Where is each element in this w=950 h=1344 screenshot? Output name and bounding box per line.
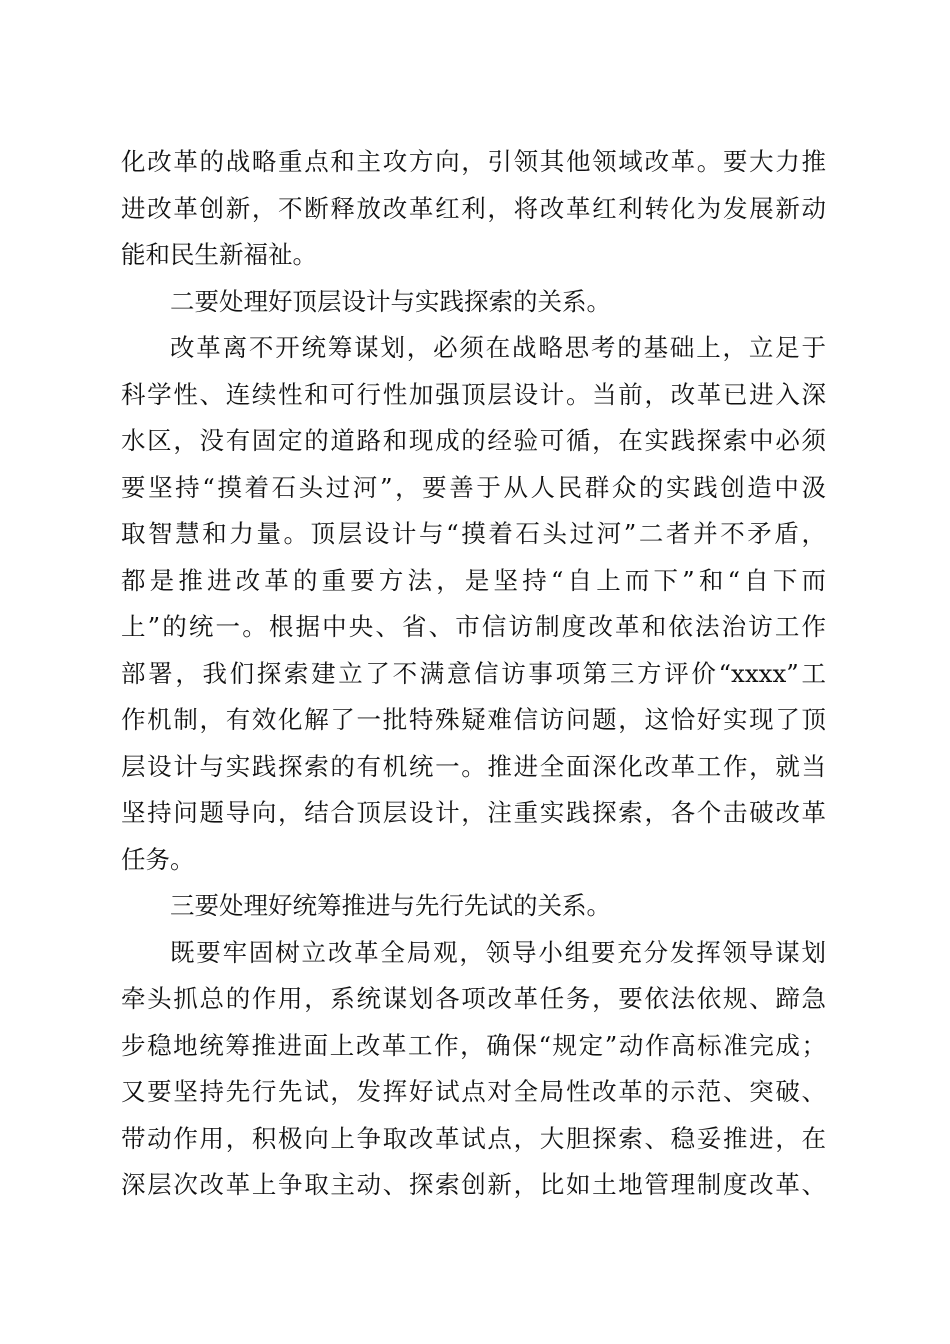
- text-line: 任务。: [121, 844, 195, 874]
- text-line: 水区，没有固定的道路和现成的经验可循，在实践探索中必须: [121, 426, 826, 455]
- text-line: 化改革的战略重点和主攻方向，引领其他领域改革。要大力推: [121, 147, 826, 176]
- text-line: 带动作用，积极向上争取改革试点，大胆探索、稳妥推进，在: [121, 1123, 826, 1153]
- document-body: [121, 139, 826, 1209]
- text-line: 能和民生新福祉。: [121, 240, 317, 269]
- text-line: 上”的统一。根据中央、省、市信访制度改革和依法治访工作: [121, 612, 826, 641]
- text-line: 步稳地统筹推进面上改革工作，确保“规定”动作高标准完成；: [121, 1030, 826, 1060]
- text-line: 层设计与实践探索的有机统一。推进全面深化改革工作，就当: [121, 751, 826, 781]
- section-heading-2: [121, 279, 826, 326]
- heading-line: 二要处理好顶层设计与实践探索的关系。: [170, 286, 611, 316]
- text-line: 部署，我们探索建立了不满意信访事项第三方评价“xxxx”工: [121, 658, 826, 688]
- text-line: 改革离不开统筹谋划，必须在战略思考的基础上，立足于: [170, 333, 826, 362]
- text-line: 又要坚持先行先试，发挥好试点对全局性改革的示范、突破、: [121, 1077, 826, 1106]
- text-line: 进改革创新，不断释放改革红利，将改革红利转化为发展新动: [121, 193, 826, 223]
- paragraph-1: [121, 139, 826, 279]
- text-line: 取智慧和力量。顶层设计与“摸着石头过河”二者并不矛盾，: [121, 519, 826, 548]
- text-line: 牵头抓总的作用，系统谋划各项改革任务，要依法依规、蹄急: [121, 984, 826, 1013]
- paragraph-3: [121, 930, 826, 1209]
- text-line: 要坚持“摸着石头过河”，要善于从人民群众的实践创造中汲: [121, 472, 826, 502]
- heading-line: 三要处理好统筹推进与先行先试的关系。: [170, 891, 611, 920]
- text-line: 科学性、连续性和可行性加强顶层设计。当前，改革已进入深: [121, 379, 826, 409]
- text-line: 坚持问题导向，结合顶层设计，注重实践探索，各个击破改革: [121, 798, 826, 827]
- text-line: 都是推进改革的重要方法，是坚持“自上而下”和“自下而: [121, 565, 826, 595]
- text-line: 深层次改革上争取主动、探索创新，比如土地管理制度改革、: [121, 1170, 826, 1199]
- paragraph-2: [121, 325, 826, 883]
- section-heading-3: [121, 883, 826, 930]
- text-line: 既要牢固树立改革全局观，领导小组要充分发挥领导谋划: [170, 937, 826, 967]
- text-line: 作机制，有效化解了一批特殊疑难信访问题，这恰好实现了顶: [121, 705, 826, 734]
